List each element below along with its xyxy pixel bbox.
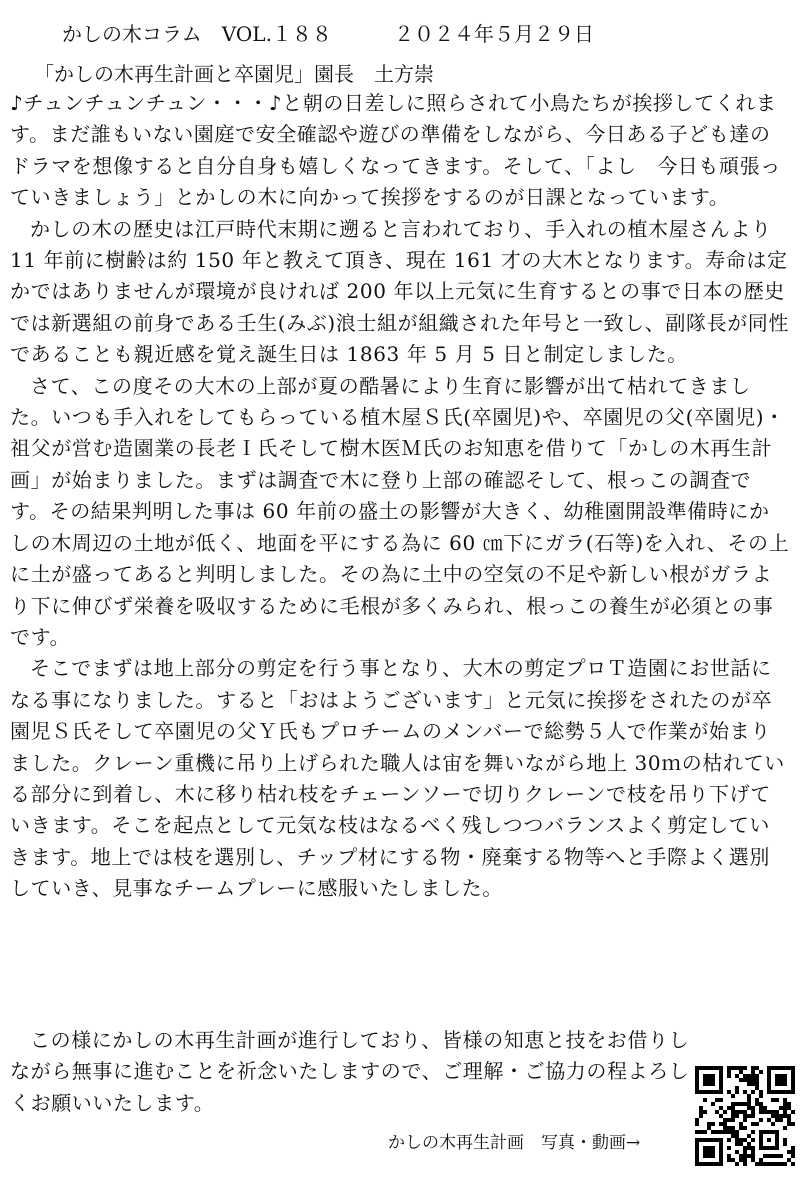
qr-code-icon[interactable] (695, 1066, 795, 1166)
qr-caption: かしの木再生計画 写真・動画→ (388, 1133, 641, 1153)
article-body (10, 88, 790, 905)
paragraph-3: さて、この度その大木の上部が夏の酷暑により生育に影響が出て枯れてきました。いつも手入れをしてもらっている植木屋Ｓ氏(卒園児)や、卒園児の父(卒園児)・祖父が営む造園業の長老Ｉ氏そして樹木医Ｍ氏のお知恵を借りて「かしの木再生計画」が始まりました。まずは調査で木に登り上部の確認そして、根っこの調査です。その結果判明した事は 60 年前の盛土の影響が大きく、幼稚園開設準備時にかしの木周辺の土地が低く、地面を平にする為に 60 ㎝下にガラ(石等)を入れ、その上に土が盛ってあると判明しました。その為に土中の空気の不足や新しい根がガラより下に伸びず栄養を吸収するために毛根が多くみられ、根っこの養生が必須との事です。 (10, 373, 790, 649)
column-header (62, 18, 594, 50)
paragraph-4: そこでまずは地上部分の剪定を行う事となり、大木の剪定プロＴ造園にお世話になる事になりました。すると「おはようございます」と元気に挨拶をされたのが卒園児Ｓ氏そして卒園児の父Ｙ氏もプロチームのメンバーで総勢５人で作業が始まりました。クレーン重機に吊り上げられた職人は宙を舞いながら地上 30ｍの枯れている部分に到着し、木に移り枯れ枝をチェーンソーで切りクレーンで枝を吊り下げていきます。そこを起点として元気な枝はなるべく残しつつバランスよく剪定していきます。地上では枝を選別し、チップ材にする物・廃棄する物等へと手際よく選別していき、見事なチームプレーに感服いたしました。 (10, 656, 785, 901)
article-title: 「かしの木再生計画と卒園児」園長 土方崇 (34, 62, 434, 86)
closing-paragraph (10, 1025, 690, 1119)
paragraph-1: ♪チュンチュンチュン・・・♪と朝の日差しに照らされて小鳥たちが挨拶してくれます。まだ誰もいない園庭で安全確認や遊びの準備をしながら、今日ある子ども達のドラマを想像すると自分自身も嬉しくなってきます。そして、「よし 今日も頑張っていきましょう」とかしの木に向かって挨拶をするのが日課となっています。 (10, 91, 781, 210)
column-date: ２０２４年５月２９日 (394, 22, 594, 46)
column-title: かしの木コラム VOL.１８８ (62, 22, 332, 46)
closing-text: この様にかしの木再生計画が進行しており、皆様の知恵と技をお借りしながら無事に進むことを祈念いたしますので、ご理解・ご協力の程よろしくお願いいたします。 (10, 1028, 690, 1115)
paragraph-2: かしの木の歴史は江戸時代末期に遡ると言われており、手入れの植木屋さんより 11 年前に樹齢は約 150 年と教えて頂き、現在 161 才の大木となります。寿命は定かではありませんが環境が良ければ 200 年以上元気に生育するとの事で日本の歴史では新選組の前身である壬生(みぶ)浪士組が組織された年号と一致し、副隊長が同性であることも親近感を覚え誕生日は 1863 年 5 月 5 日と制定しました。 (10, 216, 790, 367)
